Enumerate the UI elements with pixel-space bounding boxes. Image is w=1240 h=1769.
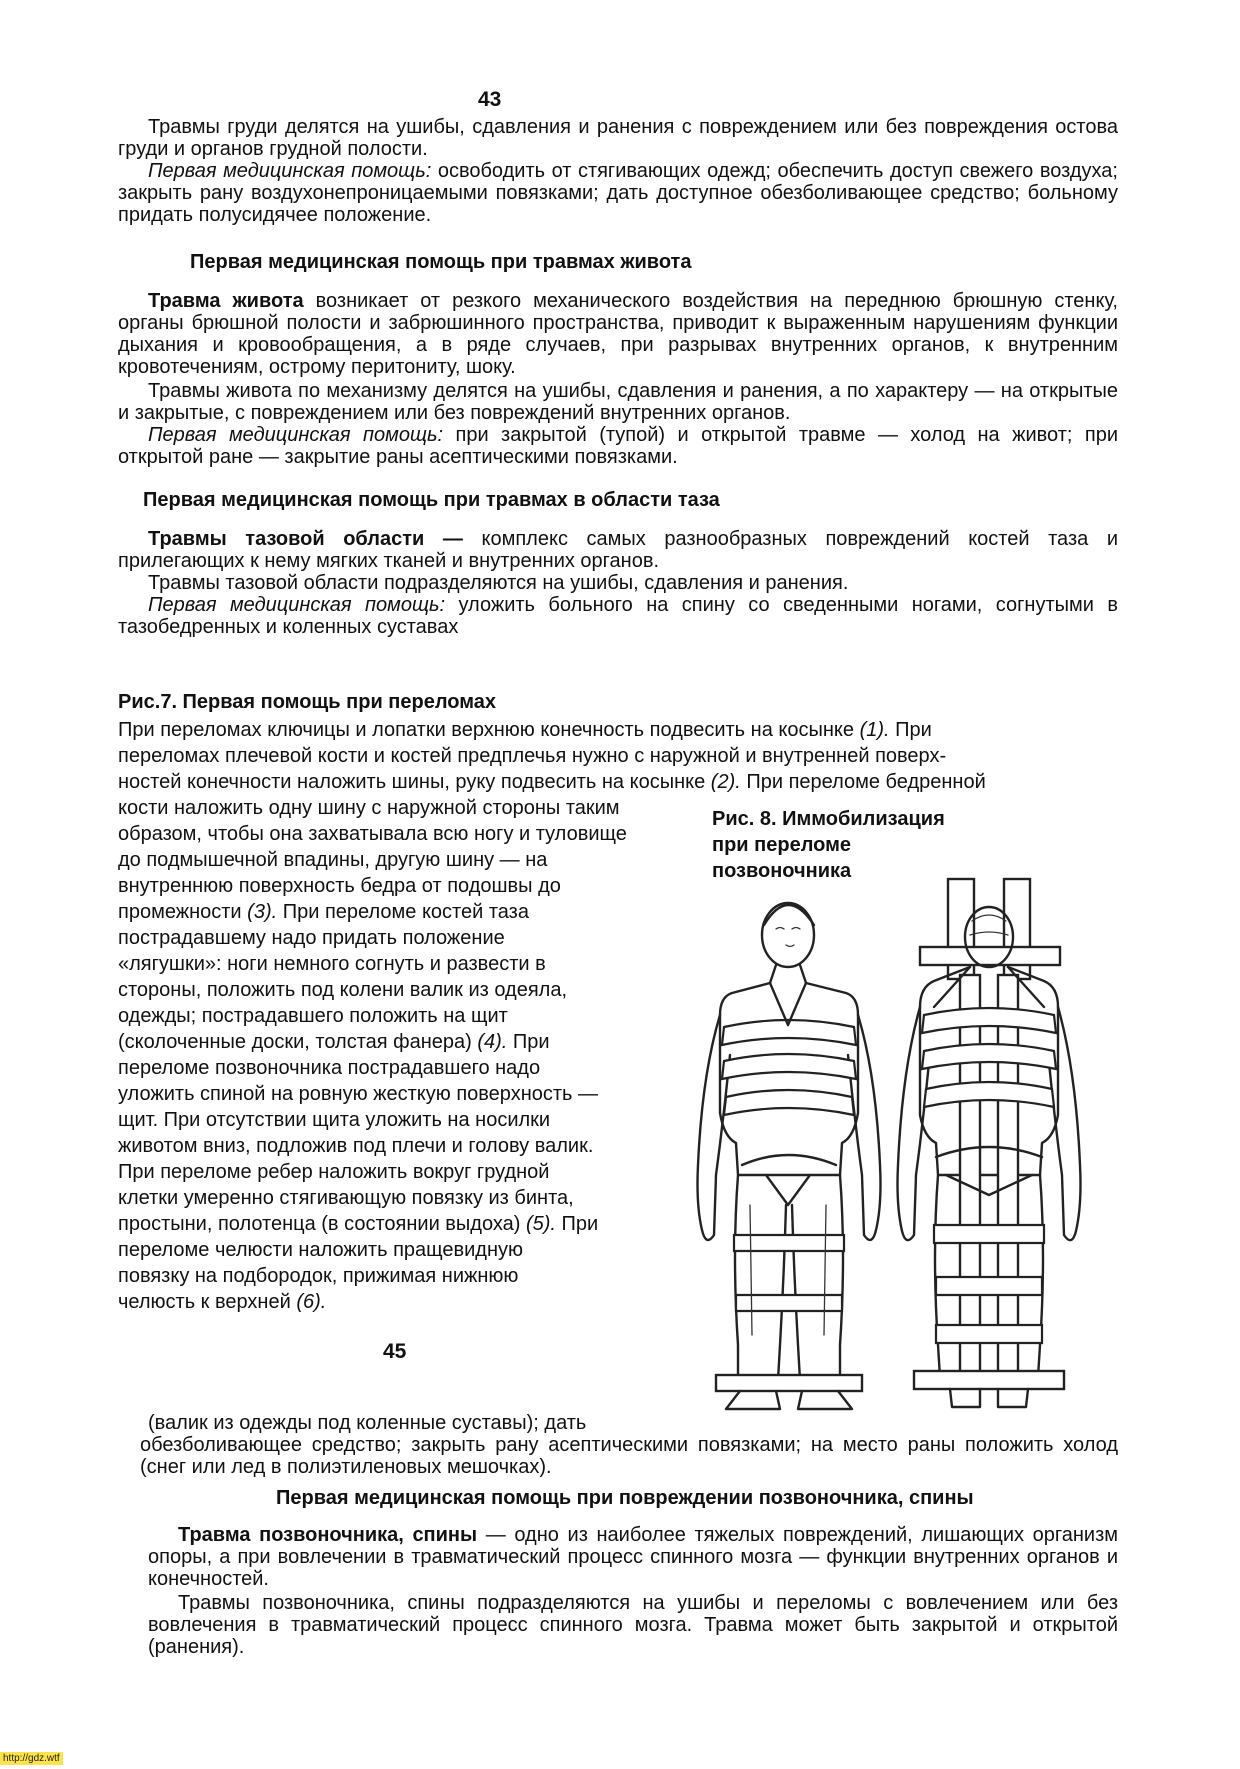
figure-reference: (5). — [525, 1213, 556, 1235]
face-front — [776, 928, 800, 947]
heading-abdomen: Первая медицинская помощь при травмах живота — [190, 251, 692, 273]
figure-text-line: кости наложить одну шину с наружной стороны таким — [118, 797, 620, 819]
knee-band-back — [936, 1277, 1042, 1295]
right-leg-front — [792, 1175, 843, 1380]
hip-strap-back — [936, 1147, 1042, 1195]
figure-reference: (2). — [710, 771, 741, 793]
term-abdomen-injury: Травма живота — [148, 290, 304, 312]
figure-text-line: внутреннюю поверхность бедра от подошвы до — [118, 875, 561, 897]
foot-board-back — [914, 1371, 1064, 1389]
figure-text-line: до подмышечной впадины, другую шину — на — [118, 849, 548, 871]
paragraph-spine-types: Травмы позвоночника, спины подразделяются на ушибы и переломы с вовлечением или без вовлечения в травматический процесс спинного мозга. Травма может быть закрытой и открытой (ранения). — [148, 1592, 1118, 1658]
section-pelvis-continued — [140, 1434, 1118, 1478]
figure-text-line: промежности (3). При переломе костей таза — [118, 901, 529, 923]
figure-front-view — [698, 903, 881, 1409]
head-front — [762, 903, 814, 967]
trouser-folds-front — [750, 1205, 826, 1335]
heading-pelvis: Первая медицинская помощь при травмах в области таза — [143, 489, 720, 511]
back-band-3 — [924, 1082, 1054, 1107]
paragraph-pelvis-types: Травмы тазовой области подразделяются на ушибы, сдавления и ранения. — [148, 572, 849, 594]
figure-text-line: повязку на подбородок, прижимая нижнюю — [118, 1265, 519, 1287]
figure-text-line: переломе позвоночника пострадавшего надо — [118, 1057, 541, 1079]
figure-reference: (3). — [247, 901, 278, 923]
figure-7-text-narrow — [118, 795, 703, 1315]
figure-7-text-wide — [118, 717, 1118, 795]
figure-text-line: При переломах ключицы и лопатки верхнюю конечность подвесить на косынке (1). При — [118, 719, 932, 741]
section-chest — [118, 116, 1118, 226]
crotch-band-front — [742, 1155, 836, 1205]
thigh-band-back — [934, 1225, 1044, 1243]
figure-text-line: челюсть к верхней (6). — [118, 1291, 327, 1313]
figure-text-line: образом, чтобы она захватывала всю ногу и туловище — [118, 823, 627, 845]
feet-back — [950, 1389, 1028, 1407]
figure-7-title: Рис.7. Первая помощь при переломах — [118, 691, 497, 713]
first-aid-lead: Первая медицинская помощь: — [148, 424, 444, 446]
figure-text-line: животом вниз, подложив под плечи и голову валик. — [118, 1135, 594, 1157]
figure-text-line: переломах плечевой кости и костей предплечья нужно с наружной и внутренней поверх- — [118, 745, 947, 767]
board-crossbar — [920, 947, 1060, 965]
figure-text-line: ностей конечности наложить шины, руку подвесить на косынке (2). При переломе бедренной — [118, 771, 986, 793]
watermark-url: http://gdz.wtf — [0, 1752, 63, 1765]
foot-board-front — [716, 1375, 862, 1391]
right-arm-back — [1048, 1007, 1081, 1240]
shin-band-back — [936, 1325, 1042, 1343]
first-aid-lead: Первая медицинская помощь: — [148, 160, 432, 182]
paragraph-spine-definition: Травма позвоночника, спины — одно из наиболее тяжелых повреждений, лишающих организм опоры, а при вовлечении в травматический процесс спинного мозга — функции внутренних органов и конечностей. — [148, 1524, 1118, 1590]
section-abdomen — [118, 290, 1118, 468]
paragraph-abdomen-types: Травмы живота по механизму делятся на ушибы, сдавления и ранения, а по характеру — на открытые и закрытые, с повреждением или без повреждений внутренних органов. — [118, 380, 1118, 424]
figure-text-line: простыни, полотенца (в состоянии выдоха) (5). При — [118, 1213, 599, 1235]
section-spine — [148, 1524, 1118, 1658]
figure-text-line: стороны, положить под колени валик из одеяла, — [118, 979, 568, 1001]
paragraph-chest-first-aid: Первая медицинская помощь: освободить от стягивающих одежд; обеспечить доступ свежего воздуха; закрыть рану воздухонепроницаемыми повязками; дать доступное обезболивающее средство; больному придать полусидячее положение. — [118, 160, 1118, 226]
figure-text-line: (сколоченные доски, толстая фанера) (4). При — [118, 1031, 550, 1053]
page-number-bottom: 45 — [383, 1340, 407, 1363]
heading-spine: Первая медицинская помощь при повреждении позвоночника, спины — [276, 1487, 974, 1509]
right-arm-front — [848, 1015, 881, 1240]
hair-front — [764, 905, 814, 925]
term-spine-injury: Травма позвоночника, спины — [178, 1524, 478, 1546]
chest-band-front-2 — [722, 1054, 856, 1079]
paragraph-pelvis-first-aid: Первая медицинская помощь: уложить больного на спину со сведенными ногами, согнутыми в тазобедренных и коленных суставах — [118, 594, 1118, 638]
section-pelvis — [118, 528, 1118, 638]
paragraph-abdomen-first-aid: Первая медицинская помощь: при закрытой (тупой) и открытой травме — холод на живот; при открытой ране — закрытие раны асептическими повязками. — [118, 424, 1118, 468]
shoulder-straps-front — [770, 983, 806, 1025]
hair-back — [970, 915, 1008, 935]
figure-text-line: переломе челюсти наложить пращевидную — [118, 1239, 524, 1261]
figure-text-line: При переломе ребер наложить вокруг грудной — [118, 1161, 550, 1183]
page-number-top: 43 — [478, 88, 502, 111]
board-spine-left — [960, 975, 980, 1375]
term-pelvic-injury: Травмы тазовой области — — [148, 528, 463, 550]
figure-8-caption: Рис. 8. Иммобилизация при переломе позвоночника — [712, 808, 945, 882]
figure-text-line: пострадавшему надо придать положение — [118, 927, 505, 949]
board-spine-right — [998, 975, 1018, 1375]
figure-reference: (6). — [296, 1291, 327, 1313]
left-arm-front — [698, 1015, 731, 1240]
left-leg-front — [735, 1175, 786, 1380]
paragraph-pelvis-definition: Травмы тазовой области — комплекс самых разнообразных повреждений костей таза и прилегающих к нему мягких тканей и внутренних органов. — [118, 528, 1118, 572]
figure-text-line: одежды; пострадавшего положить на щит — [118, 1005, 508, 1027]
torso-front — [720, 983, 858, 1175]
figure-text-line: клетки умеренно стягивающую повязку из бинта, — [118, 1187, 574, 1209]
figure-reference: (4). — [477, 1031, 508, 1053]
figure-text-line: щит. При отсутствии щита уложить на носилки — [118, 1109, 551, 1131]
figure-back-view — [898, 879, 1081, 1407]
paragraph-pelvis-continued: обезболивающее средство; закрыть рану асептическими повязками; на место раны положить холод (снег или лед в полиэтиленовых мешочках). — [140, 1434, 1118, 1478]
first-aid-lead: Первая медицинская помощь: — [148, 594, 446, 616]
paragraph-abdomen-definition: Травма живота возникает от резкого механического воздействия на переднюю брюшную стенку, органы брюшной полости и забрюшинного пространства, приводит к выраженным нарушениям функции дыхания и кровообращения, а в ряде случаев, при разрывах внутренних органов, к внутренним кровотечениям, острому перитониту, шоку. — [118, 290, 1118, 378]
back-band-2 — [922, 1044, 1056, 1069]
figure-reference: (1). — [859, 719, 890, 741]
feet-front — [726, 1391, 852, 1409]
figure-text-line: «лягушки»: ноги немного согнуть и развести в — [118, 953, 546, 975]
figure-text-line: уложить спиной на ровную жесткую поверхность — — [118, 1083, 599, 1105]
left-arm-back — [898, 1007, 931, 1240]
paragraph-chest-injuries: Травмы груди делятся на ушибы, сдавления и ранения с повреждением или без повреждения остова груди и органов грудной полости. — [118, 116, 1118, 160]
paragraph-pelvis-continued-line1: (валик из одежды под коленные суставы); дать — [148, 1412, 587, 1434]
back-band-1 — [922, 1008, 1056, 1033]
figure-8-illustration — [680, 875, 1120, 1415]
waist-band-front — [724, 1090, 854, 1115]
